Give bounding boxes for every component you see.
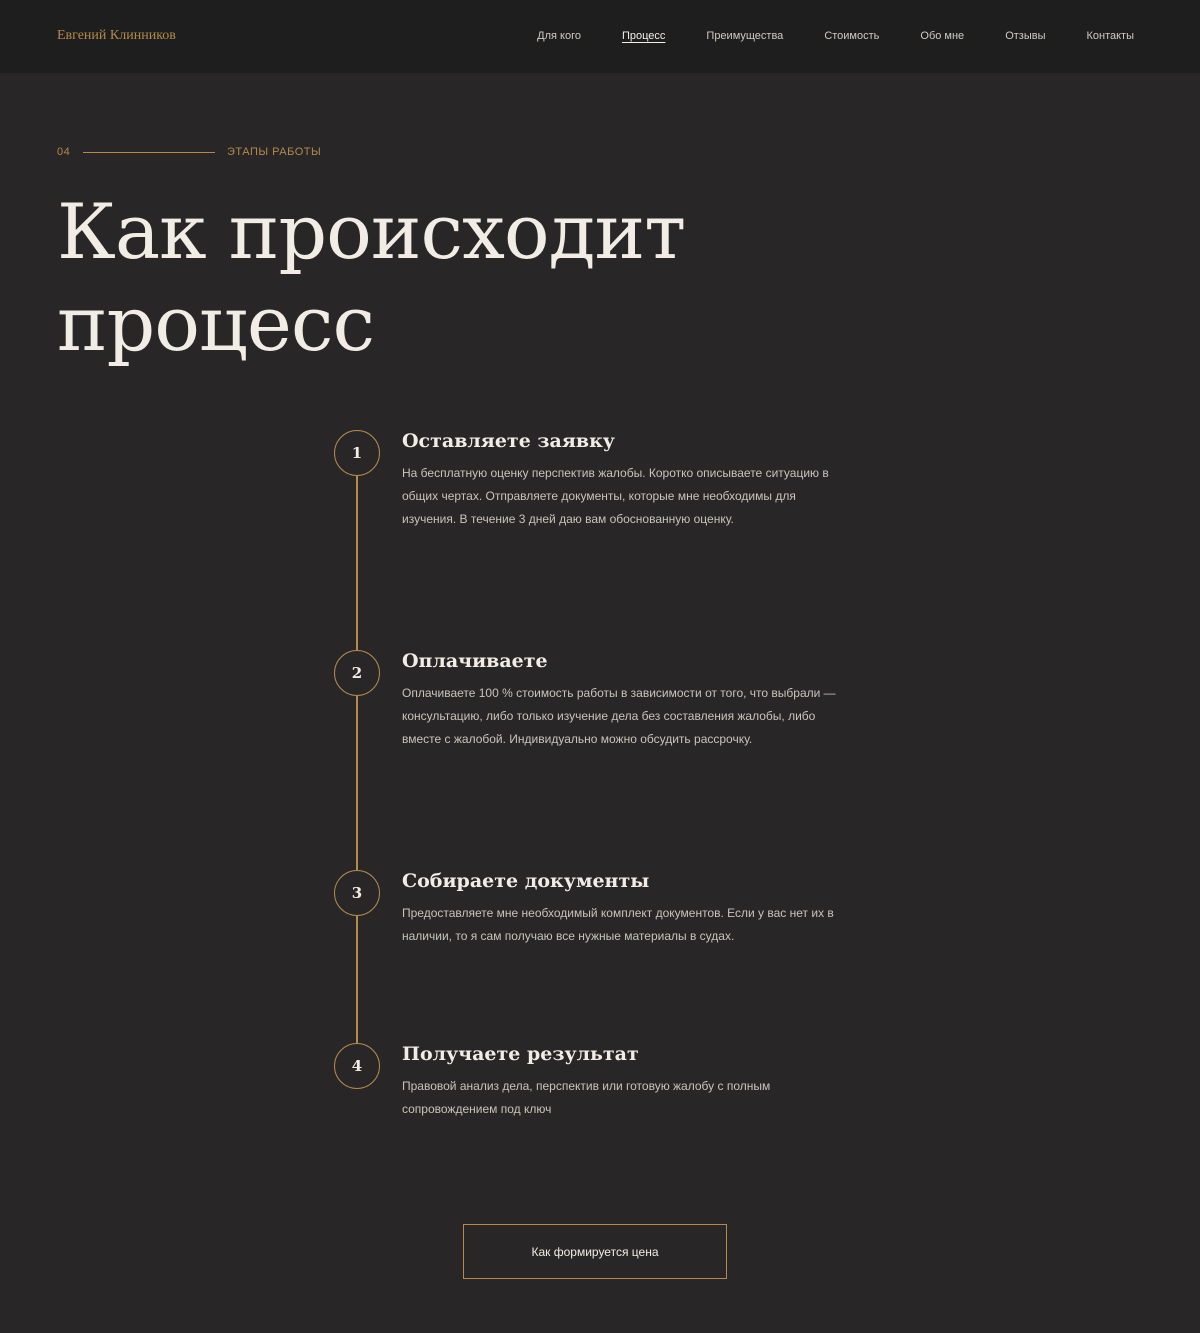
step-number-circle: 3 xyxy=(334,870,380,916)
step-number-circle: 4 xyxy=(334,1043,380,1089)
page-title xyxy=(57,186,685,370)
pricing-info-button[interactable]: Как формируется цена xyxy=(463,1224,727,1279)
nav-item-about[interactable]: Обо мне xyxy=(920,30,965,42)
main-nav xyxy=(537,30,1134,42)
step-number-circle: 1 xyxy=(334,430,380,476)
nav-item-contacts[interactable]: Контакты xyxy=(1086,30,1134,42)
nav-item-dlya-kogo[interactable]: Для кого xyxy=(537,30,581,42)
step-number-circle: 2 xyxy=(334,650,380,696)
nav-item-reviews[interactable]: Отзывы xyxy=(1005,30,1046,42)
page-title-line-1: Как происходит xyxy=(57,187,686,276)
section-label: ЭТАПЫ РАБОТЫ xyxy=(227,146,322,158)
section-eyebrow xyxy=(57,146,321,158)
eyebrow-divider xyxy=(83,152,215,153)
step-title: Получаете результат xyxy=(402,1043,639,1065)
process-step-3 xyxy=(402,870,852,948)
timeline-connector xyxy=(356,475,358,651)
step-title: Оплачиваете xyxy=(402,650,548,672)
nav-item-advantages[interactable]: Преимущества xyxy=(706,30,784,42)
step-description: На бесплатную оценку перспектив жалобы. Коротко описываете ситуацию в общих чертах. Отправляете документы, которые мне необходимы для изучения. В течение 3 дней даю вам обоснованную оценку. xyxy=(402,466,829,526)
process-step-4 xyxy=(402,1043,852,1121)
timeline-connector xyxy=(356,695,358,871)
step-title: Оставляете заявку xyxy=(402,430,615,452)
step-description: Правовой анализ дела, перспектив или готовую жалобу с полным сопровождением под ключ xyxy=(402,1079,771,1116)
timeline-connector xyxy=(356,915,358,1043)
site-logo[interactable]: Евгений Клинников xyxy=(57,28,176,43)
site-header xyxy=(0,0,1200,73)
step-description: Предоставляете мне необходимый комплект документов. Если у вас нет их в наличии, то я сам получаю все нужные материалы в судах. xyxy=(402,906,834,943)
nav-item-process[interactable]: Процесс xyxy=(621,30,666,42)
process-step-2 xyxy=(402,650,852,751)
step-title: Собираете документы xyxy=(402,870,650,892)
process-step-1 xyxy=(402,430,852,531)
page-title-line-2: процесс xyxy=(57,279,375,368)
step-description: Оплачиваете 100 % стоимость работы в зависимости от того, что выбрали — консультацию, либо только изучение дела без составления жалобы, либо вместе с жалобой. Индивидуально можно обсудить рассрочку. xyxy=(402,686,836,746)
section-number: 04 xyxy=(57,146,71,158)
nav-item-pricing[interactable]: Стоимость xyxy=(824,30,880,42)
